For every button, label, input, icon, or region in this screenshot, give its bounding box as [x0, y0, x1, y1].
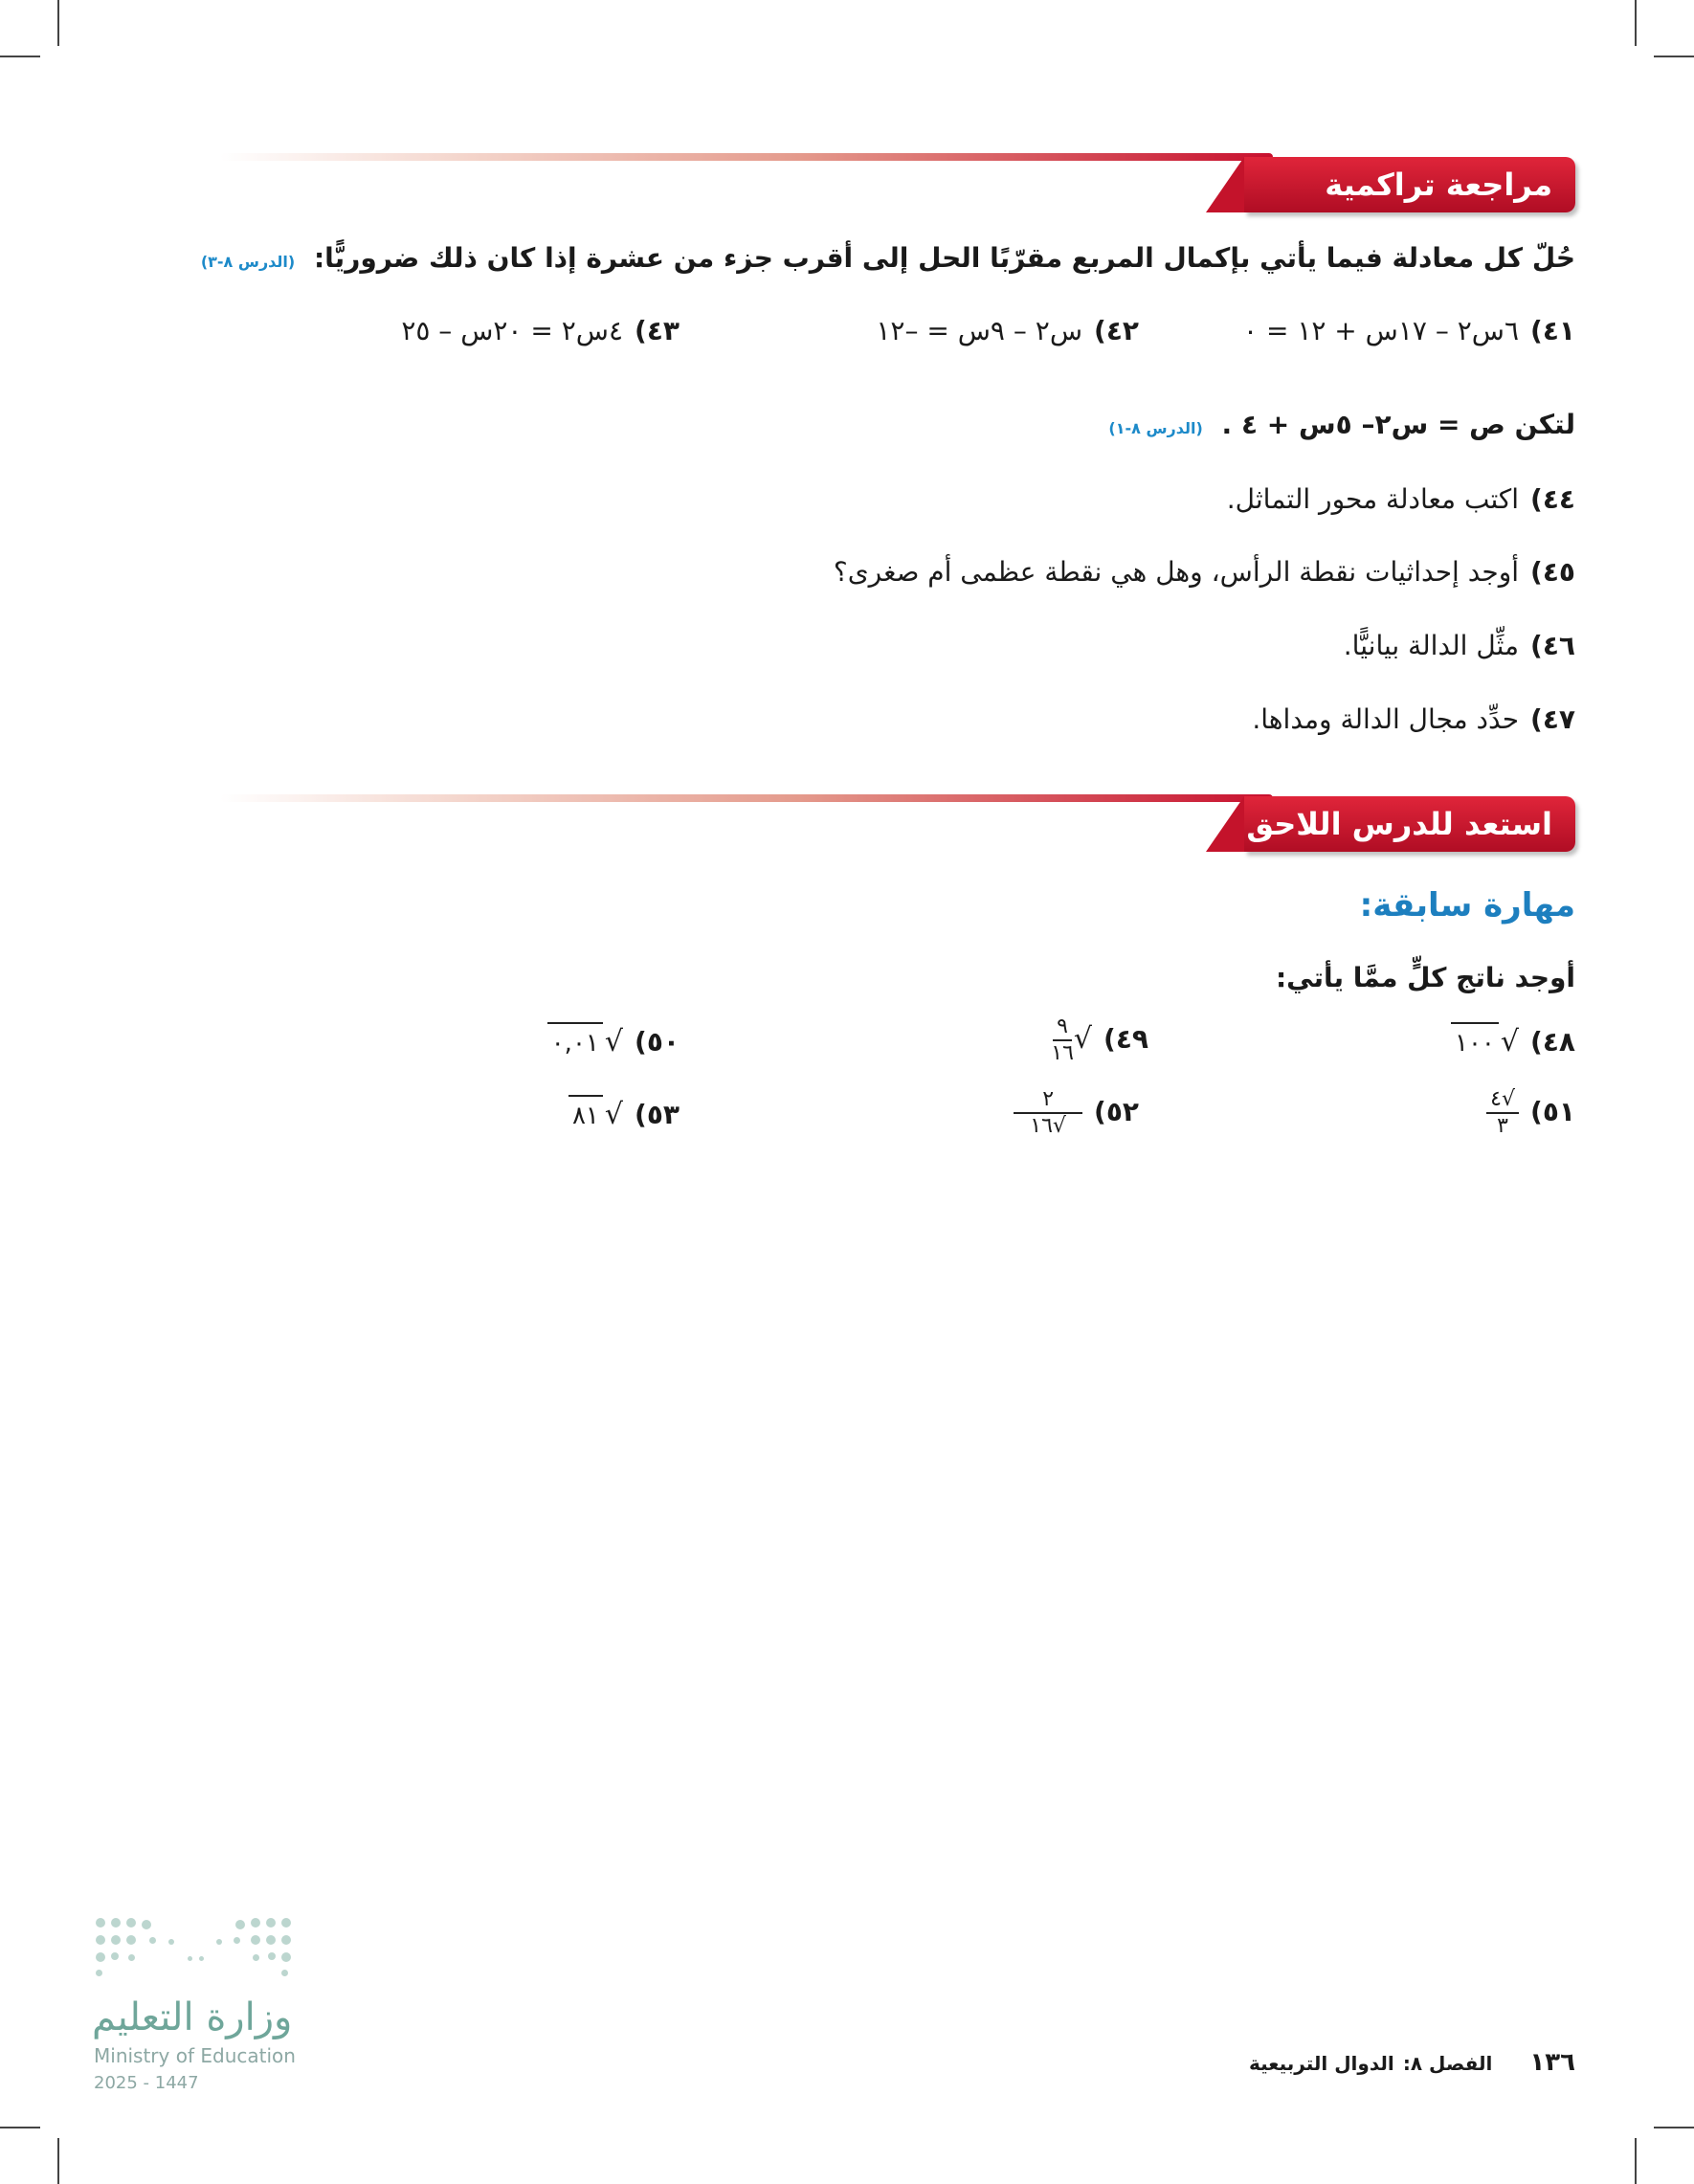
item-number: ٥٢) — [1094, 1096, 1139, 1127]
section-bar-line — [220, 794, 1273, 802]
equation-text: ٦س٢ – ١٧س + ١٢ = ٠ — [1243, 315, 1520, 346]
item-number: ٤٧) — [1530, 703, 1575, 735]
equation-43 — [401, 312, 680, 350]
question-text: حدِّد مجال الدالة ومداها. — [1252, 703, 1520, 735]
question-47 — [1252, 701, 1575, 739]
item-number: ٥١) — [1530, 1096, 1575, 1127]
denominator: ١٦ — [1051, 1041, 1074, 1065]
prep-section-tab — [1244, 796, 1575, 852]
problem-51 — [1486, 1087, 1575, 1139]
item-number: ٤١) — [1530, 315, 1575, 346]
crop-mark — [0, 56, 40, 57]
crop-mark — [0, 2127, 40, 2128]
question-text: مثِّل الدالة بيانيًّا. — [1343, 630, 1520, 661]
lesson-reference: (الدرس ٨-٣) — [200, 253, 296, 271]
problem-48 — [1451, 1022, 1575, 1062]
sqrt-icon: √ — [1500, 1025, 1520, 1059]
numerator-value: ٤ — [1490, 1087, 1502, 1111]
fraction — [1486, 1087, 1519, 1139]
crop-mark — [1654, 56, 1694, 57]
radicand: ٠,٠١ — [547, 1022, 603, 1062]
item-number: ٤٤) — [1530, 483, 1575, 515]
ministry-logo-english: Ministry of Education — [94, 2044, 296, 2067]
numerator: ٩ — [1053, 1014, 1072, 1041]
prep-section-title: استعد للدرس اللاحق — [1246, 806, 1552, 842]
fraction — [1014, 1087, 1082, 1139]
page-number: ١٣٦ — [1529, 2048, 1575, 2077]
ministry-logo-arabic: وزارة التعليم — [92, 1995, 293, 2039]
chapter-label: الفصل ٨: — [1402, 2052, 1493, 2075]
sqrt-icon: √ — [1073, 1022, 1093, 1056]
question-45 — [834, 553, 1575, 591]
ministry-logo-icon — [92, 1914, 302, 1981]
lesson-reference: (الدرس ٨-١) — [1108, 419, 1203, 437]
question-46 — [1344, 627, 1575, 665]
item-number: ٥٠) — [635, 1026, 680, 1058]
item-number: ٤٨) — [1530, 1026, 1575, 1058]
review-section-tab — [1244, 157, 1575, 212]
sqrt-icon: √ — [1052, 1114, 1066, 1138]
equation-text: ٤س٢ = ٢٠س – ٢٥ — [401, 315, 624, 346]
denominator-value: ١٦ — [1030, 1114, 1053, 1138]
chapter-title: الدوال التربيعية — [1249, 2052, 1394, 2075]
sqrt-icon: √ — [604, 1025, 624, 1059]
radicand: ٨١ — [568, 1095, 603, 1135]
question-44 — [1227, 480, 1575, 519]
logo-year: 2025 - 1447 — [94, 2073, 199, 2093]
crop-mark — [57, 2138, 59, 2184]
equation-42 — [876, 312, 1139, 350]
denominator — [1030, 1114, 1066, 1139]
review-section-title: مراجعة تراكمية — [1325, 167, 1552, 203]
function-text: لتكن ص = س٢– ٥س + ٤ . — [1221, 409, 1575, 440]
question-text: اكتب معادلة محور التماثل. — [1226, 483, 1520, 515]
skill-heading: مهارة سابقة: — [1359, 886, 1575, 925]
item-number: ٤٢) — [1094, 315, 1139, 346]
instruction-text: أوجد ناتج كلٍّ ممَّا يأتي: — [1275, 962, 1575, 993]
review-instruction — [201, 239, 1575, 281]
problem-52 — [1014, 1087, 1139, 1139]
problem-50 — [547, 1022, 680, 1062]
item-number: ٤٩) — [1103, 1023, 1148, 1055]
equation-41 — [1243, 312, 1575, 350]
denominator: ٣ — [1497, 1114, 1508, 1138]
prep-instruction — [1276, 959, 1575, 997]
page-footer — [1249, 2048, 1575, 2077]
item-number: ٤٦) — [1530, 630, 1575, 661]
sqrt-icon: √ — [1501, 1087, 1516, 1111]
problem-49 — [1051, 1014, 1148, 1066]
question-text: أوجد إحداثيات نقطة الرأس، وهل هي نقطة عظمى أم صغرى؟ — [833, 556, 1520, 588]
crop-mark — [1654, 2127, 1694, 2128]
instruction-text: حُلّ كل معادلة فيما يأتي بإكمال المربع مقرّبًا الحل إلى أقرب جزء من عشرة إذا كان ذلك ضروريًّا: — [313, 242, 1575, 274]
numerator: ٢ — [1014, 1087, 1082, 1114]
crop-mark — [1635, 0, 1637, 46]
sqrt-icon: √ — [604, 1098, 624, 1131]
crop-mark — [1635, 2138, 1637, 2184]
function-definition — [1108, 406, 1575, 448]
item-number: ٤٥) — [1530, 556, 1575, 588]
crop-mark — [57, 0, 59, 46]
numerator — [1486, 1087, 1519, 1114]
section-bar-line — [220, 153, 1273, 161]
fraction — [1051, 1014, 1074, 1066]
radicand: ١٠٠ — [1451, 1022, 1499, 1062]
equation-text: س٢ – ٩س = –١٢ — [876, 315, 1083, 346]
item-number: ٤٣) — [635, 315, 680, 346]
problem-53 — [568, 1095, 680, 1135]
item-number: ٥٣) — [635, 1099, 680, 1130]
